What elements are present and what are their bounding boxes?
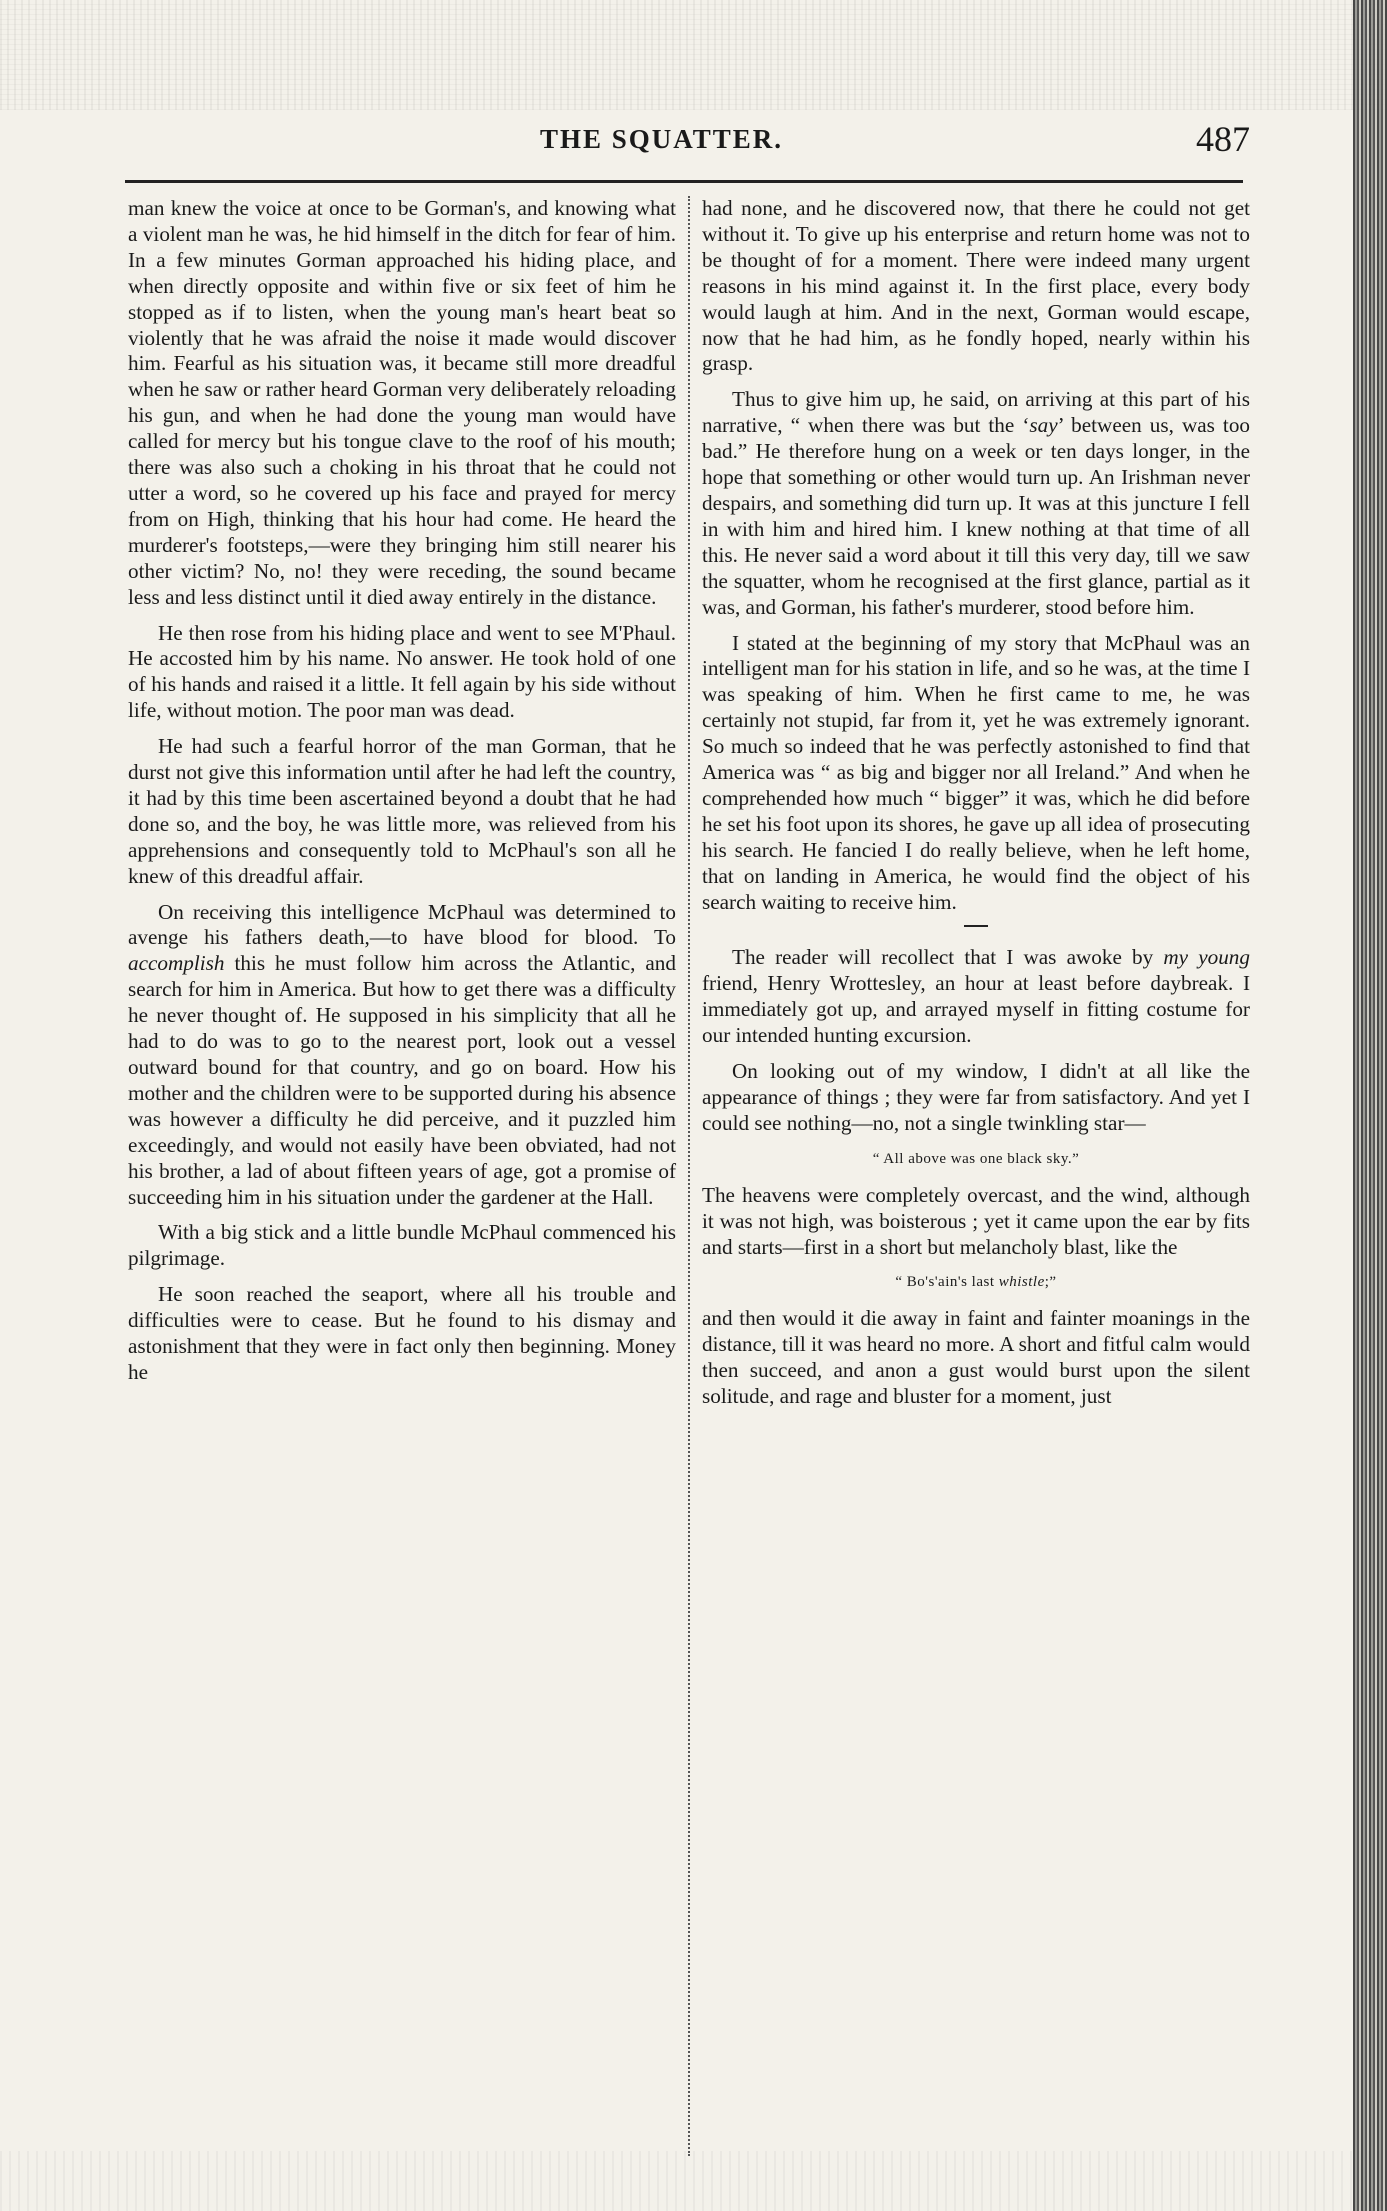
page-header xyxy=(120,118,1250,168)
book-binding-edge xyxy=(1353,0,1387,2211)
text-run: ’ between us, was too bad.” He therefore hung on a week or ten days longer, in the hope that something or other would turn up. An Irishman never despairs, and something did turn up. It was at this juncture I fell in with him and hired him. I knew nothing at that time of all this. He never said a word about it till this very day, till we saw the squatter, whom he recognised at the first glance, partial as it was, and Gorman, his father's murderer, stood before him. xyxy=(702,413,1251,619)
text-run: On receiving this intelligence McPhaul was determined to avenge his fathers death,—to have blood for blood. To xyxy=(128,899,676,950)
paragraph: and then would it die away in faint and fainter moanings in the distance, till it was heard no more. A short and fitful calm would then succeed, and anon a gust would burst upon the silent solitude, and rage and bluster for a moment, just xyxy=(702,1306,1250,1409)
paragraph: On looking out of my window, I didn't at all like the appearance of things ; they were far from satisfactory. And yet I could see nothing—no, not a single twinkling star— xyxy=(702,1059,1250,1135)
paragraph: He had such a fearful horror of the man Gorman, that he durst not give this information until after he had left the country, it had by this time been ascertained beyond a doubt that he had done so, and the boy, he was little more, was relieved from his apprehensions and consequently told to McPhaul's son all he knew of this dreadful affair. xyxy=(128,734,676,888)
paragraph xyxy=(128,900,676,1211)
paragraph: man knew the voice at once to be Gorman's, and knowing what a violent man he was, he hid himself in the ditch for fear of him. In a few minutes Gorman approached his hiding place, and when directly opposite and within five or six feet of him he stopped as if to listen, when the young man's heart beat so violently that he was afraid the noise it made would discover him. Fearful as his situation was, it became still more dreadful when he saw or rather heard Gorman very deliberately reloading his gun, and when he had done the young man would have called for mercy but his tongue clave to the roof of his mouth; there was also such a choking in his throat that he could not utter a word, so he covered up his face and prayed for mercy from on High, thinking that his hour had come. He heard the murderer's footsteps,—were they bringing him still nearer his other victim? No, no! they were receding, the sound became less and less distinct until it died away entirely in the distance. xyxy=(128,196,676,609)
text-run: The reader will recollect that I was awoke by xyxy=(732,945,1164,970)
page-number: 487 xyxy=(1196,119,1250,159)
text-run: “ Bo's'ain's last xyxy=(895,1274,999,1291)
paragraph: had none, and he discovered now, that there he could not get without it. To give up his enterprise and return home was not to be thought of for a moment. There were indeed many urgent reasons in his mind against it. In the first place, every body would laugh at him. And in the next, Gorman would escape, now that he had him, as he fondly hoped, nearly within his grasp. xyxy=(702,196,1250,376)
text-run: ;” xyxy=(1044,1274,1057,1291)
paragraph xyxy=(702,387,1250,620)
paragraph: I stated at the beginning of my story that McPhaul was an intelligent man for his station in life, and so he was, at the time I was speaking of him. When he first came to me, he was certainly not stupid, far from it, yet he was extremely ignorant. So much so indeed that he was perfectly astonished to find that America was “ as big and bigger nor all Ireland.” And when he comprehended how much “ bigger” it was, which he did before he set his foot upon its shores, he gave up all idea of prosecuting his search. He fancied I do really believe, when he left home, that on landing in America, he would find the object of his search waiting to receive him. xyxy=(702,630,1250,914)
scan-noise-bottom xyxy=(0,2151,1387,2211)
paragraph: He soon reached the seaport, where all his trouble and difficulties were to cease. But he found to his dismay and astonishment that they were in fact only then beginning. Money he xyxy=(128,1282,676,1384)
left-column xyxy=(128,196,676,1396)
paragraph: The heavens were completely overcast, and the wind, although it was not high, was boisterous ; yet it came upon the ear by fits and starts—first in a short but melancholy blast, like the xyxy=(702,1182,1250,1259)
italic-text: whistle xyxy=(998,1274,1045,1291)
italic-text: accomplish xyxy=(128,951,225,976)
section-break-dash xyxy=(964,925,988,927)
text-run: this he must follow him across the Atlantic, and search for him in America. But how to get there was a difficulty he never thought of. He supposed in his simplicity that all he had to do was to go to the nearest port, look out a vessel outward bound for that country, and go on board. How his mother and the children were to be supported during his absence was however a difficulty he did perceive, and it puzzled him exceedingly, and would not easily have been obviated, had not his brother, a lad of about fifteen years of age, got a promise of succeeding him in his situation under the gardener at the Hall. xyxy=(128,951,676,1209)
italic-text: say xyxy=(1029,413,1058,438)
block-quote: “ All above was one black sky.” xyxy=(872,1150,1080,1167)
italic-text: my young xyxy=(1163,945,1250,970)
column-divider xyxy=(688,196,690,2156)
block-quote xyxy=(702,1270,1250,1296)
header-rule xyxy=(125,180,1243,183)
paragraph: With a big stick and a little bundle McPhaul commenced his pilgrimage. xyxy=(128,1220,676,1271)
text-run: friend, Henry Wrottesley, an hour at least before daybreak. I immediately got up, and arrayed myself in fitting costume for our intended hunting excursion. xyxy=(702,971,1250,1048)
right-column xyxy=(702,196,1250,1420)
paragraph xyxy=(702,945,1250,1049)
text-run: Thus to give him up, he said, on arriving at this part of his narrative, “ when there was but the ‘ xyxy=(702,387,1250,438)
paragraph: He then rose from his hiding place and went to see M'Phaul. He accosted him by his name. No answer. He took hold of one of his hands and raised it a little. It fell again by his side without life, without motion. The poor man was dead. xyxy=(128,620,676,723)
running-title: THE SQUATTER. xyxy=(540,124,784,154)
scan-noise-top xyxy=(0,0,1387,110)
